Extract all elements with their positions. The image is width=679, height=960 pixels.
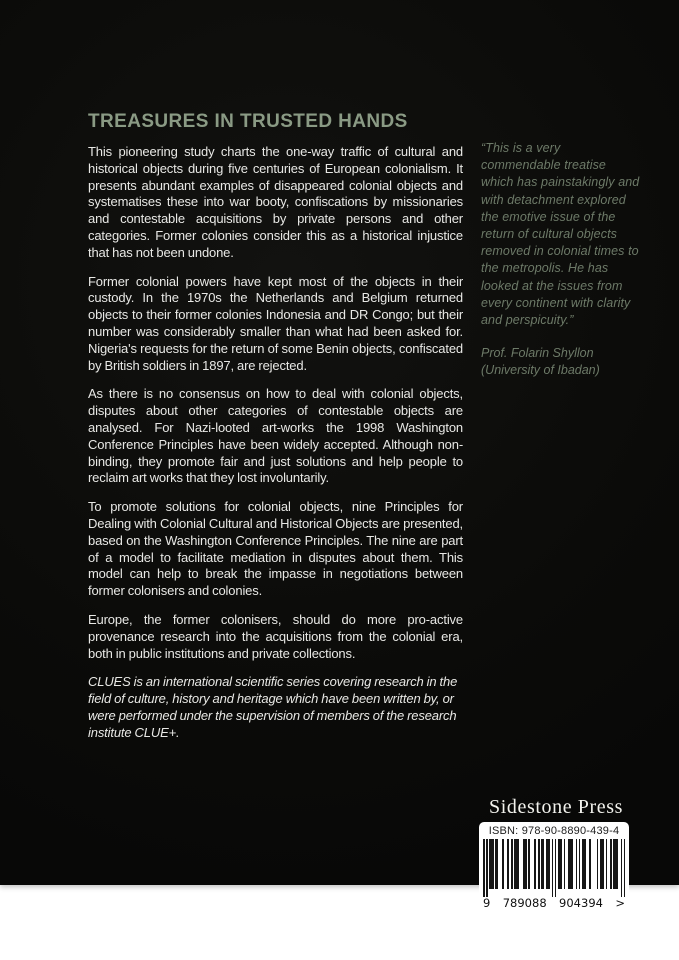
barcode-bar bbox=[552, 839, 554, 897]
barcode bbox=[483, 839, 625, 910]
barcode-bar bbox=[621, 839, 623, 897]
barcode-bar bbox=[561, 839, 563, 889]
review-attribution-name: Prof. Folarin Shyllon bbox=[481, 346, 594, 361]
barcode-bar bbox=[616, 839, 618, 889]
barcode-bar bbox=[610, 839, 612, 889]
barcode-digit-first: 9 bbox=[483, 896, 491, 910]
synopsis-paragraph: Europe, the former colonisers, should do more pro-active provenance research into the acquisitions from the colonial era, both in public institutions and private collections. bbox=[88, 611, 463, 661]
barcode-bars bbox=[483, 839, 625, 897]
barcode-bar bbox=[549, 839, 551, 889]
synopsis-paragraph: This pioneering study charts the one-way traffic of cultural and historical objects during five centuries of European colonialism. It presents abundant examples of disappeared colonial objects and systematises these into war booty, confiscations by missionaries and contestable acquisitions by private persons and other categories. Former colonies consider this as a historical injustice that has not been undone. bbox=[88, 144, 463, 260]
barcode-suffix: > bbox=[615, 896, 625, 910]
barcode-bar bbox=[528, 839, 530, 889]
barcode-label bbox=[479, 822, 629, 914]
barcode-bar bbox=[589, 839, 591, 889]
barcode-bar bbox=[576, 839, 578, 889]
barcode-bar bbox=[555, 839, 557, 897]
synopsis-paragraph: As there is no consensus on how to deal with colonial objects, disputes about other categories of contestable objects are analysed. For Nazi-looted art-works the 1998 Washington Conference Principles have been widely accepted. Although non-binding, they promote fair and just solutions and help people to reclaim art works that they lost involuntarily. bbox=[88, 386, 463, 486]
barcode-bar bbox=[486, 839, 488, 897]
barcode-bar bbox=[579, 839, 581, 889]
barcode-bar bbox=[571, 839, 573, 889]
barcode-bar bbox=[511, 839, 513, 889]
review-attribution bbox=[481, 345, 640, 379]
series-note: CLUES is an international scientific series covering research in the field of culture, history and heritage which have been written by, or were performed under the supervision of members of the research institute CLUE+. bbox=[88, 674, 458, 740]
barcode-bar bbox=[597, 839, 599, 889]
isbn-label: ISBN: 978-90-8890-439-4 bbox=[488, 825, 620, 837]
synopsis-column bbox=[88, 111, 463, 754]
barcode-bar bbox=[585, 839, 587, 889]
review-column bbox=[481, 140, 640, 380]
barcode-digits-left: 789088 bbox=[502, 896, 547, 910]
publisher-logo: Sidestone Press bbox=[489, 796, 623, 818]
barcode-bar bbox=[534, 839, 536, 889]
review-quote: “This is a very commendable treatise which has painstakingly and with detachment explored the emotive issue of the return of cultural objects removed in colonial times to the metropolis. He has looked at the issues from every continent with clarity and perspicuity.” bbox=[481, 141, 640, 328]
barcode-bar bbox=[496, 839, 498, 889]
barcode-bar bbox=[603, 839, 605, 889]
barcode-bar bbox=[564, 839, 566, 889]
barcode-bar bbox=[538, 839, 540, 889]
barcode-bar bbox=[502, 839, 504, 889]
synopsis-paragraph: Former colonial powers have kept most of the objects in their custody. In the 1970s the Netherlands and Belgium returned objects to their former colonies Indonesia and DR Congo; but their number was considerably smaller than what had been asked for. Nigeria's requests for the return of some Benin objects, confiscated by British soldiers in 1897, are rejected. bbox=[88, 273, 463, 373]
barcode-digits-right: 904394 bbox=[559, 896, 603, 910]
barcode-bar bbox=[517, 839, 519, 889]
book-title: TREASURES IN TRUSTED HANDS bbox=[88, 111, 408, 132]
barcode-bar bbox=[606, 839, 608, 889]
barcode-bar bbox=[624, 839, 626, 897]
barcode-bar bbox=[492, 839, 494, 889]
barcode-bar bbox=[507, 839, 509, 889]
barcode-bar bbox=[483, 839, 485, 897]
barcode-bar bbox=[525, 839, 527, 889]
synopsis-paragraph: To promote solutions for colonial objects, nine Principles for Dealing with Colonial Cultural and Historical Objects are presented, based on the Washington Conference Principles. The nine are part of a model to facilitate mediation in disputes about them. This model can help to break the impasse in negotiations between former colonisers and colonies. bbox=[88, 499, 463, 599]
barcode-bar bbox=[543, 839, 545, 889]
barcode-digits bbox=[483, 897, 625, 910]
review-attribution-affiliation: (University of Ibadan) bbox=[481, 363, 600, 378]
